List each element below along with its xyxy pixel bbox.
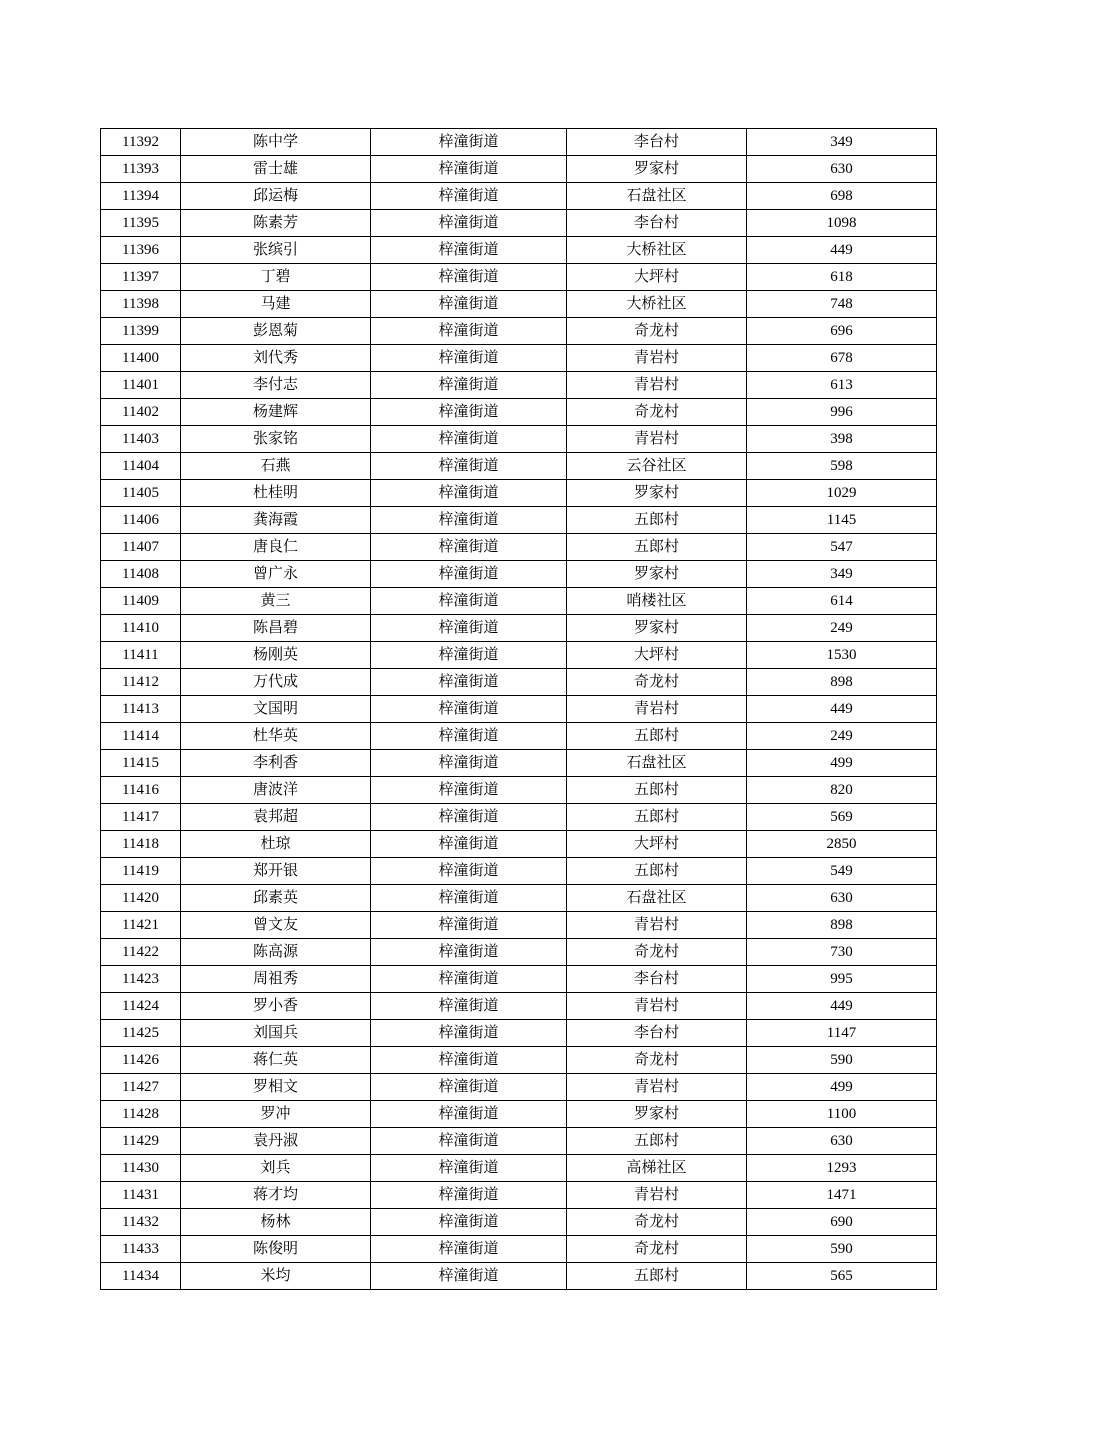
cell-village: 五郎村: [567, 804, 747, 831]
table-row: [101, 588, 937, 615]
cell-amount: 598: [747, 453, 937, 480]
cell-id: 11422: [101, 939, 181, 966]
table-row: [101, 372, 937, 399]
cell-street: 梓潼街道: [371, 1128, 567, 1155]
table-row: [101, 507, 937, 534]
cell-village: 罗家村: [567, 615, 747, 642]
cell-street: 梓潼街道: [371, 534, 567, 561]
cell-village: 李台村: [567, 210, 747, 237]
cell-name: 陈中学: [181, 129, 371, 156]
table-row: [101, 804, 937, 831]
table-row: [101, 183, 937, 210]
cell-name: 雷士雄: [181, 156, 371, 183]
cell-id: 11430: [101, 1155, 181, 1182]
table-row: [101, 264, 937, 291]
table-row: [101, 831, 937, 858]
cell-street: 梓潼街道: [371, 831, 567, 858]
cell-amount: 995: [747, 966, 937, 993]
cell-name: 罗小香: [181, 993, 371, 1020]
cell-amount: 569: [747, 804, 937, 831]
cell-amount: 449: [747, 237, 937, 264]
cell-village: 罗家村: [567, 480, 747, 507]
cell-amount: 449: [747, 993, 937, 1020]
cell-street: 梓潼街道: [371, 966, 567, 993]
cell-amount: 565: [747, 1263, 937, 1290]
cell-amount: 820: [747, 777, 937, 804]
cell-village: 五郎村: [567, 534, 747, 561]
cell-id: 11394: [101, 183, 181, 210]
table-row: [101, 534, 937, 561]
cell-name: 袁邦超: [181, 804, 371, 831]
cell-street: 梓潼街道: [371, 588, 567, 615]
cell-id: 11412: [101, 669, 181, 696]
table-row: [101, 723, 937, 750]
cell-village: 五郎村: [567, 858, 747, 885]
cell-amount: 678: [747, 345, 937, 372]
cell-amount: 613: [747, 372, 937, 399]
cell-street: 梓潼街道: [371, 642, 567, 669]
cell-village: 五郎村: [567, 777, 747, 804]
cell-name: 唐波洋: [181, 777, 371, 804]
cell-id: 11434: [101, 1263, 181, 1290]
cell-name: 杜华英: [181, 723, 371, 750]
cell-village: 青岩村: [567, 372, 747, 399]
cell-name: 刘兵: [181, 1155, 371, 1182]
cell-village: 李台村: [567, 966, 747, 993]
table-row: [101, 426, 937, 453]
cell-village: 哨楼社区: [567, 588, 747, 615]
cell-street: 梓潼街道: [371, 777, 567, 804]
cell-street: 梓潼街道: [371, 156, 567, 183]
cell-amount: 499: [747, 750, 937, 777]
cell-village: 石盘社区: [567, 750, 747, 777]
cell-amount: 1100: [747, 1101, 937, 1128]
cell-id: 11419: [101, 858, 181, 885]
cell-street: 梓潼街道: [371, 993, 567, 1020]
cell-street: 梓潼街道: [371, 1263, 567, 1290]
cell-street: 梓潼街道: [371, 1209, 567, 1236]
table-row: [101, 237, 937, 264]
cell-village: 高梯社区: [567, 1155, 747, 1182]
cell-amount: 618: [747, 264, 937, 291]
cell-street: 梓潼街道: [371, 1236, 567, 1263]
cell-street: 梓潼街道: [371, 1074, 567, 1101]
cell-id: 11415: [101, 750, 181, 777]
cell-amount: 748: [747, 291, 937, 318]
cell-id: 11416: [101, 777, 181, 804]
table-row: [101, 858, 937, 885]
cell-amount: 249: [747, 723, 937, 750]
cell-village: 五郎村: [567, 507, 747, 534]
table-row: [101, 696, 937, 723]
cell-name: 杜琼: [181, 831, 371, 858]
cell-id: 11421: [101, 912, 181, 939]
cell-village: 大坪村: [567, 831, 747, 858]
cell-amount: 1471: [747, 1182, 937, 1209]
cell-amount: 1145: [747, 507, 937, 534]
cell-village: 罗家村: [567, 156, 747, 183]
cell-name: 周祖秀: [181, 966, 371, 993]
cell-id: 11432: [101, 1209, 181, 1236]
cell-village: 五郎村: [567, 723, 747, 750]
cell-amount: 630: [747, 1128, 937, 1155]
table-row: [101, 1020, 937, 1047]
cell-id: 11411: [101, 642, 181, 669]
cell-amount: 630: [747, 156, 937, 183]
cell-street: 梓潼街道: [371, 426, 567, 453]
cell-amount: 996: [747, 399, 937, 426]
cell-amount: 730: [747, 939, 937, 966]
cell-amount: 449: [747, 696, 937, 723]
cell-amount: 698: [747, 183, 937, 210]
cell-street: 梓潼街道: [371, 750, 567, 777]
cell-village: 石盘社区: [567, 183, 747, 210]
cell-id: 11401: [101, 372, 181, 399]
cell-village: 青岩村: [567, 1074, 747, 1101]
cell-street: 梓潼街道: [371, 1182, 567, 1209]
cell-amount: 690: [747, 1209, 937, 1236]
cell-id: 11392: [101, 129, 181, 156]
cell-id: 11406: [101, 507, 181, 534]
table-row: [101, 129, 937, 156]
cell-street: 梓潼街道: [371, 210, 567, 237]
table-body: [101, 129, 937, 1290]
table-row: [101, 885, 937, 912]
cell-amount: 630: [747, 885, 937, 912]
cell-name: 陈素芳: [181, 210, 371, 237]
cell-name: 黄三: [181, 588, 371, 615]
cell-name: 石燕: [181, 453, 371, 480]
cell-street: 梓潼街道: [371, 318, 567, 345]
cell-id: 11408: [101, 561, 181, 588]
cell-street: 梓潼街道: [371, 291, 567, 318]
cell-street: 梓潼街道: [371, 399, 567, 426]
cell-id: 11393: [101, 156, 181, 183]
cell-street: 梓潼街道: [371, 939, 567, 966]
cell-village: 大桥社区: [567, 291, 747, 318]
cell-name: 邱素英: [181, 885, 371, 912]
cell-village: 奇龙村: [567, 399, 747, 426]
table-row: [101, 1155, 937, 1182]
cell-name: 杨建辉: [181, 399, 371, 426]
cell-id: 11431: [101, 1182, 181, 1209]
table-row: [101, 345, 937, 372]
cell-street: 梓潼街道: [371, 561, 567, 588]
cell-village: 五郎村: [567, 1263, 747, 1290]
cell-id: 11397: [101, 264, 181, 291]
cell-village: 罗家村: [567, 1101, 747, 1128]
cell-village: 大坪村: [567, 642, 747, 669]
table-row: [101, 939, 937, 966]
cell-village: 李台村: [567, 129, 747, 156]
cell-street: 梓潼街道: [371, 723, 567, 750]
cell-name: 刘国兵: [181, 1020, 371, 1047]
table-row: [101, 1047, 937, 1074]
cell-village: 石盘社区: [567, 885, 747, 912]
cell-id: 11407: [101, 534, 181, 561]
table-row: [101, 318, 937, 345]
cell-id: 11429: [101, 1128, 181, 1155]
cell-name: 杨林: [181, 1209, 371, 1236]
cell-name: 唐良仁: [181, 534, 371, 561]
cell-id: 11398: [101, 291, 181, 318]
table-row: [101, 1236, 937, 1263]
table-row: [101, 399, 937, 426]
cell-village: 青岩村: [567, 696, 747, 723]
table-row: [101, 777, 937, 804]
cell-id: 11417: [101, 804, 181, 831]
table-row: [101, 1263, 937, 1290]
cell-name: 陈俊明: [181, 1236, 371, 1263]
cell-village: 奇龙村: [567, 1047, 747, 1074]
cell-amount: 1293: [747, 1155, 937, 1182]
cell-street: 梓潼街道: [371, 480, 567, 507]
cell-village: 李台村: [567, 1020, 747, 1047]
cell-name: 李付志: [181, 372, 371, 399]
cell-amount: 349: [747, 129, 937, 156]
cell-name: 张缤引: [181, 237, 371, 264]
cell-name: 罗冲: [181, 1101, 371, 1128]
table-row: [101, 750, 937, 777]
cell-village: 奇龙村: [567, 939, 747, 966]
cell-name: 蒋仁英: [181, 1047, 371, 1074]
cell-id: 11409: [101, 588, 181, 615]
cell-id: 11399: [101, 318, 181, 345]
table-row: [101, 1182, 937, 1209]
cell-street: 梓潼街道: [371, 507, 567, 534]
cell-id: 11426: [101, 1047, 181, 1074]
cell-amount: 1029: [747, 480, 937, 507]
cell-amount: 696: [747, 318, 937, 345]
cell-amount: 1530: [747, 642, 937, 669]
data-table: [100, 128, 937, 1290]
cell-amount: 590: [747, 1047, 937, 1074]
cell-village: 青岩村: [567, 993, 747, 1020]
table-row: [101, 993, 937, 1020]
table-row: [101, 1209, 937, 1236]
cell-street: 梓潼街道: [371, 453, 567, 480]
cell-id: 11403: [101, 426, 181, 453]
cell-street: 梓潼街道: [371, 1047, 567, 1074]
table-row: [101, 561, 937, 588]
cell-amount: 898: [747, 912, 937, 939]
cell-amount: 898: [747, 669, 937, 696]
cell-street: 梓潼街道: [371, 1155, 567, 1182]
cell-id: 11424: [101, 993, 181, 1020]
cell-name: 杨刚英: [181, 642, 371, 669]
cell-village: 青岩村: [567, 1182, 747, 1209]
cell-name: 杜桂明: [181, 480, 371, 507]
cell-id: 11405: [101, 480, 181, 507]
cell-street: 梓潼街道: [371, 345, 567, 372]
cell-name: 张家铭: [181, 426, 371, 453]
cell-name: 陈昌碧: [181, 615, 371, 642]
cell-amount: 499: [747, 1074, 937, 1101]
cell-amount: 349: [747, 561, 937, 588]
cell-amount: 614: [747, 588, 937, 615]
table-row: [101, 912, 937, 939]
cell-street: 梓潼街道: [371, 696, 567, 723]
cell-id: 11404: [101, 453, 181, 480]
cell-amount: 398: [747, 426, 937, 453]
cell-name: 刘代秀: [181, 345, 371, 372]
cell-village: 青岩村: [567, 912, 747, 939]
cell-name: 陈高源: [181, 939, 371, 966]
cell-name: 米均: [181, 1263, 371, 1290]
cell-street: 梓潼街道: [371, 912, 567, 939]
cell-id: 11395: [101, 210, 181, 237]
cell-street: 梓潼街道: [371, 1020, 567, 1047]
cell-village: 青岩村: [567, 426, 747, 453]
cell-name: 罗相文: [181, 1074, 371, 1101]
cell-street: 梓潼街道: [371, 372, 567, 399]
cell-name: 郑开银: [181, 858, 371, 885]
table-row: [101, 291, 937, 318]
cell-id: 11396: [101, 237, 181, 264]
cell-name: 龚海霞: [181, 507, 371, 534]
table-row: [101, 966, 937, 993]
cell-name: 曾文友: [181, 912, 371, 939]
cell-street: 梓潼街道: [371, 237, 567, 264]
cell-id: 11427: [101, 1074, 181, 1101]
cell-id: 11410: [101, 615, 181, 642]
table-row: [101, 480, 937, 507]
table-row: [101, 1074, 937, 1101]
cell-amount: 1098: [747, 210, 937, 237]
cell-amount: 1147: [747, 1020, 937, 1047]
table-row: [101, 642, 937, 669]
cell-name: 彭恩菊: [181, 318, 371, 345]
cell-amount: 547: [747, 534, 937, 561]
cell-name: 丁碧: [181, 264, 371, 291]
cell-street: 梓潼街道: [371, 183, 567, 210]
cell-name: 曾广永: [181, 561, 371, 588]
cell-id: 11402: [101, 399, 181, 426]
cell-id: 11420: [101, 885, 181, 912]
cell-village: 青岩村: [567, 345, 747, 372]
cell-id: 11414: [101, 723, 181, 750]
cell-amount: 549: [747, 858, 937, 885]
cell-village: 罗家村: [567, 561, 747, 588]
cell-amount: 249: [747, 615, 937, 642]
cell-street: 梓潼街道: [371, 129, 567, 156]
cell-name: 马建: [181, 291, 371, 318]
cell-street: 梓潼街道: [371, 804, 567, 831]
cell-id: 11400: [101, 345, 181, 372]
cell-village: 奇龙村: [567, 1209, 747, 1236]
table-row: [101, 1128, 937, 1155]
cell-amount: 2850: [747, 831, 937, 858]
cell-name: 万代成: [181, 669, 371, 696]
cell-street: 梓潼街道: [371, 1101, 567, 1128]
cell-street: 梓潼街道: [371, 615, 567, 642]
cell-amount: 590: [747, 1236, 937, 1263]
cell-village: 奇龙村: [567, 318, 747, 345]
cell-id: 11413: [101, 696, 181, 723]
cell-village: 大坪村: [567, 264, 747, 291]
cell-id: 11423: [101, 966, 181, 993]
table-row: [101, 156, 937, 183]
cell-name: 邱运梅: [181, 183, 371, 210]
table-row: [101, 1101, 937, 1128]
cell-village: 五郎村: [567, 1128, 747, 1155]
cell-name: 袁丹淑: [181, 1128, 371, 1155]
table-row: [101, 210, 937, 237]
cell-street: 梓潼街道: [371, 858, 567, 885]
cell-village: 云谷社区: [567, 453, 747, 480]
cell-street: 梓潼街道: [371, 669, 567, 696]
table-row: [101, 615, 937, 642]
cell-id: 11418: [101, 831, 181, 858]
cell-street: 梓潼街道: [371, 264, 567, 291]
cell-id: 11428: [101, 1101, 181, 1128]
cell-village: 奇龙村: [567, 669, 747, 696]
cell-id: 11433: [101, 1236, 181, 1263]
table-row: [101, 453, 937, 480]
cell-id: 11425: [101, 1020, 181, 1047]
cell-village: 奇龙村: [567, 1236, 747, 1263]
cell-name: 李利香: [181, 750, 371, 777]
cell-name: 蒋才均: [181, 1182, 371, 1209]
table-row: [101, 669, 937, 696]
cell-name: 文国明: [181, 696, 371, 723]
cell-street: 梓潼街道: [371, 885, 567, 912]
cell-village: 大桥社区: [567, 237, 747, 264]
